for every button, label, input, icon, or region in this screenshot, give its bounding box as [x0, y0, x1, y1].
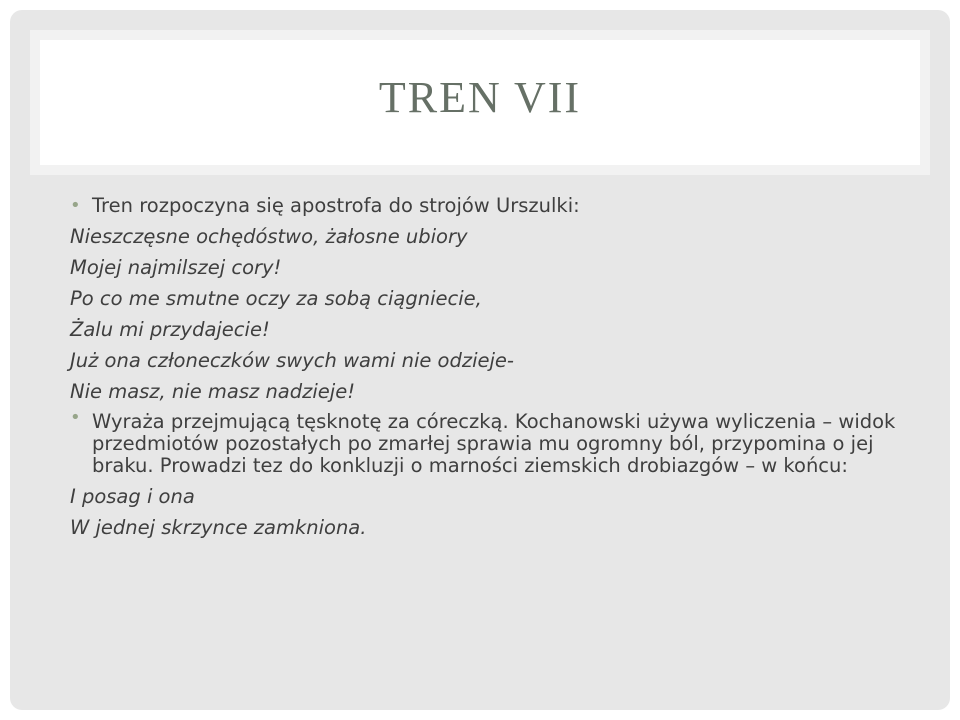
bullet-analysis: [70, 407, 920, 481]
verse-line: Już ona członeczków swych wami nie odzieje-: [70, 349, 514, 372]
verse-line: Żalu mi przydajecie!: [70, 318, 270, 341]
verse-line: Mojej najmilszej cory!: [70, 256, 282, 279]
slide-title: TREN VII: [378, 73, 582, 122]
bullet-dot-icon: •: [70, 195, 81, 216]
bullet-analysis-text: Wyraża przejmującą tęsknotę za córeczką. Kochanowski używa wyliczenia – widok przedmiotów pozostałych po zmarłej sprawia mu ogromny ból, przypomina o jej braku. Prowadzi tez do konkluzji o marności ziemskich drobiazgów – w końcu:: [92, 410, 896, 477]
slide-body: [70, 190, 920, 543]
verse-line: I posag i ona: [70, 485, 195, 508]
title-inner: [40, 40, 920, 165]
slide: [10, 10, 950, 710]
bullet-dot-icon: •: [70, 407, 81, 428]
title-box: [30, 30, 930, 175]
bullet-intro: [70, 190, 920, 221]
verse-line: Nie masz, nie masz nadzieje!: [70, 380, 356, 403]
verse-line: W jednej skrzynce zamkniona.: [70, 516, 367, 539]
verse-line: Nieszczęsne ochędóstwo, żałosne ubiory: [70, 225, 468, 248]
bullet-intro-text: Tren rozpoczyna się apostrofa do strojów Urszulki:: [92, 194, 580, 217]
verse-line: Po co me smutne oczy za sobą ciągniecie,: [70, 287, 482, 310]
